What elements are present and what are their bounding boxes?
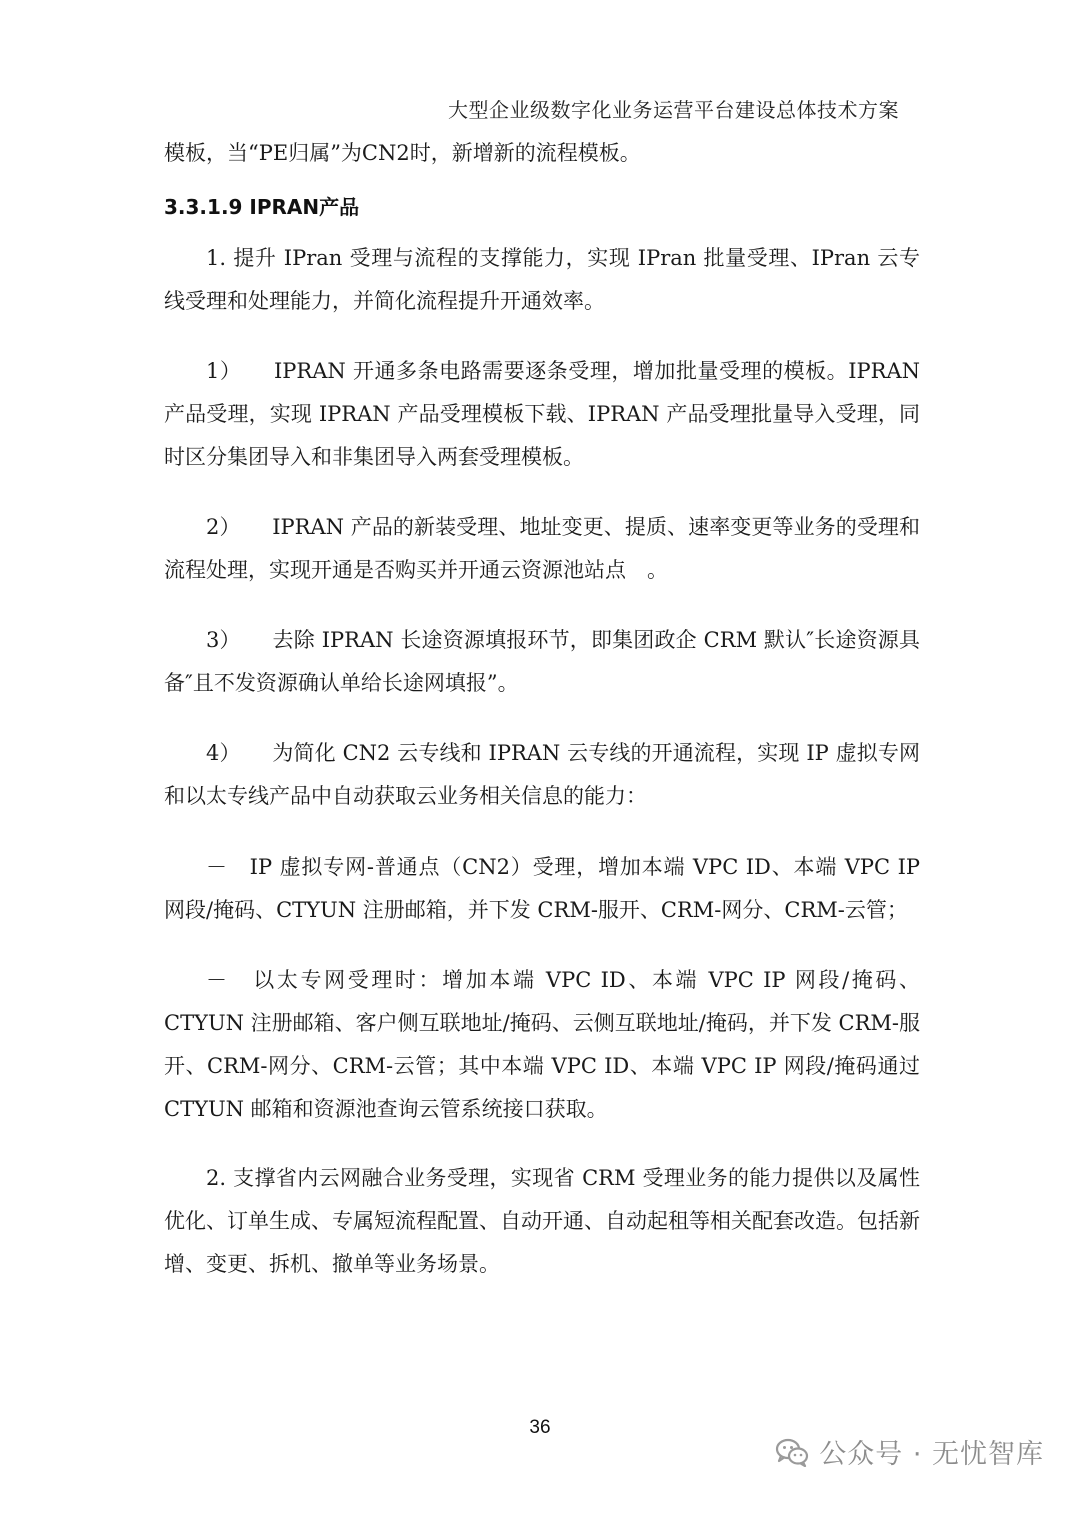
paragraph: 1. 提升 IPran 受理与流程的支撑能力，实现 IPran 批量受理、IPran 云专线受理和处理能力，并简化流程提升开通效率。	[164, 246, 920, 313]
section-heading: 3.3.1.9 IPRAN产品	[164, 195, 360, 219]
paragraph-1	[164, 237, 920, 323]
continuation-paragraph: 模板，当“PE归属”为CN2时，新增新的流程模板。	[164, 141, 641, 165]
watermark	[775, 1432, 1044, 1471]
paragraph: 2. 支撑省内云网融合业务受理，实现省 CRM 受理业务的能力提供以及属性优化、订单生成、专属短流程配置、自动开通、自动起租等相关配套改造。包括新增、变更、拆机、撤单等业务场景。	[164, 1166, 920, 1276]
running-header: 大型企业级数字化业务运营平台建设总体技术方案	[448, 98, 899, 122]
paragraph: 3） 去除 IPRAN 长途资源填报环节，即集团政企 CRM 默认″长途资源具备″且不发资源确认单给长途网填报”。	[164, 628, 920, 695]
watermark-text: 公众号 · 无忧智库	[819, 1439, 1044, 1470]
bullet-item-1	[164, 846, 920, 932]
paragraph-1-1	[164, 350, 920, 479]
paragraph: 2） IPRAN 产品的新装受理、地址变更、提质、速率变更等业务的受理和流程处理，实现开通是否购买并开通云资源池站点 。	[164, 515, 920, 582]
wechat-icon	[775, 1437, 809, 1467]
bullet-paragraph: － IP 虚拟专网-普通点（CN2）受理，增加本端 VPC ID、本端 VPC IP 网段/掩码、CTYUN 注册邮箱，并下发 CRM-服开、CRM-网分、CRM-云管；	[164, 855, 920, 922]
bullet-item-2	[164, 959, 920, 1131]
bullet-paragraph: － 以太专网受理时：增加本端 VPC ID、本端 VPC IP 网段/掩码、CTYUN 注册邮箱、客户侧互联地址/掩码、云侧互联地址/掩码，并下发 CRM-服开、CRM-网分、CRM-云管；其中本端 VPC ID、本端 VPC IP 网段/掩码通过 CTYUN 邮箱和资源池查询云管系统接口获取。	[164, 968, 920, 1121]
paragraph-1-4	[164, 732, 920, 818]
paragraph: 4） 为简化 CN2 云专线和 IPRAN 云专线的开通流程，实现 IP 虚拟专网和以太专线产品中自动获取云业务相关信息的能力：	[164, 741, 920, 808]
paragraph-2	[164, 1157, 920, 1286]
paragraph-1-3	[164, 619, 920, 705]
paragraph: 1） IPRAN 开通多条电路需要逐条受理，增加批量受理的模板。IPRAN 产品受理，实现 IPRAN 产品受理模板下载、IPRAN 产品受理批量导入受理，同时区分集团导入和非集团导入两套受理模板。	[164, 359, 920, 469]
continuation-text	[164, 132, 920, 175]
page-number: 36	[529, 1417, 551, 1438]
paragraph-1-2	[164, 506, 920, 592]
